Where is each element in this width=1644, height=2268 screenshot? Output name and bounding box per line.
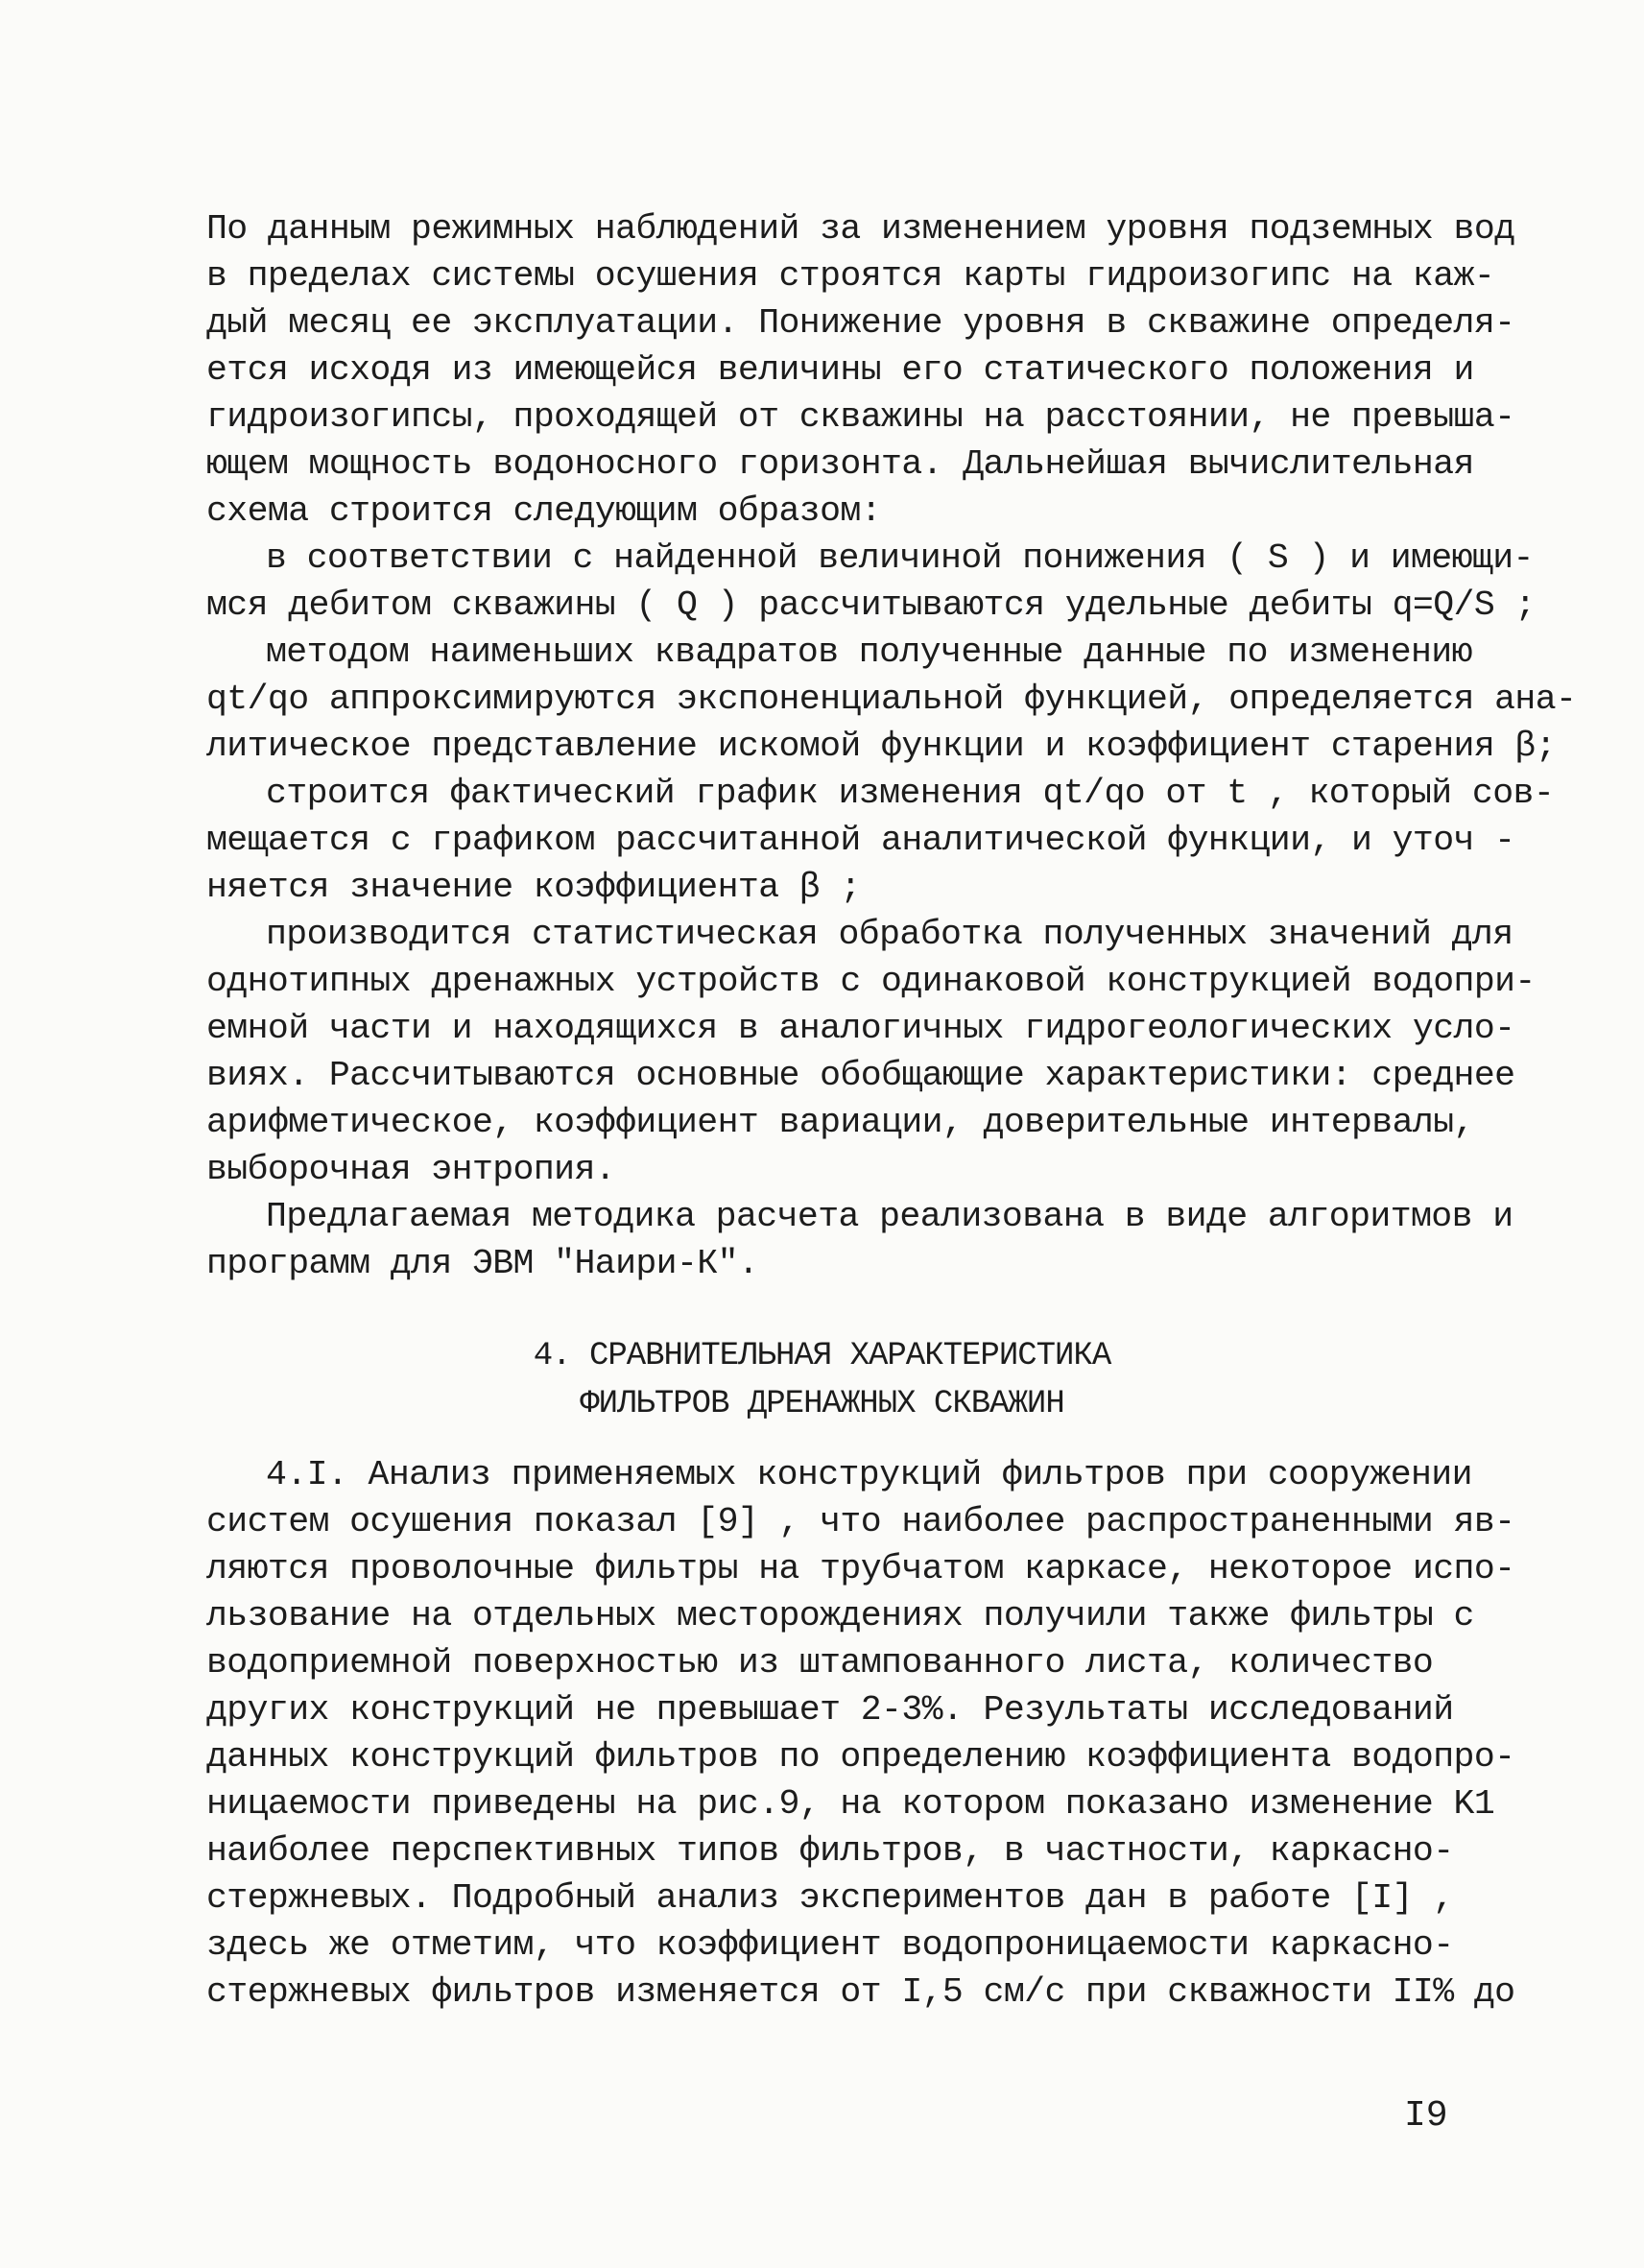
text-line: в пределах системы осушения строятся карты гидроизогипс на каж- (206, 256, 1495, 296)
text-line: льзование на отдельных месторождениях получили также фильтры с (206, 1596, 1474, 1635)
text-line: водоприемной поверхностью из штампованного листа, количество (206, 1643, 1434, 1683)
text-line: Предлагаемая методика расчета реализована в виде алгоритмов и (266, 1197, 1513, 1236)
text-line: литическое представление искомой функции и коэффициент старения β; (206, 727, 1557, 766)
text-line: 4.I. Анализ применяемых конструкций фильтров при сооружении (266, 1455, 1472, 1494)
text-line: схема строится следующим образом: (206, 491, 882, 531)
text-block-section1 (206, 205, 1576, 1287)
text-line: производится статистическая обработка полученных значений для (266, 915, 1513, 954)
text-line: По данным режимных наблюдений за изменением уровня подземных вод (206, 209, 1515, 249)
text-line: мещается с графиком рассчитанной аналитической функции, и уточ - (206, 821, 1515, 860)
text-line: ется исходя из имеющейся величины его статического положения и (206, 350, 1474, 390)
text-line: няется значение коэффициента β ; (206, 868, 861, 907)
page-number: I9 (1404, 2095, 1448, 2137)
text-line: мся дебитом скважины ( Q ) рассчитываются удельные дебиты q=Q/S ; (206, 585, 1536, 625)
text-line: выборочная энтропия. (206, 1150, 616, 1189)
heading-line-2: ФИЛЬТРОВ ДРЕНАЖНЫХ СКВАЖИН (580, 1386, 1064, 1422)
paragraph-4-1 (206, 1451, 1514, 2016)
text-line: здесь же отметим, что коэффициент водопроницаемости каркасно- (206, 1925, 1454, 1965)
text-line: виях. Рассчитываются основные обобщающие характеристики: среднее (206, 1056, 1515, 1095)
text-line: qt/qo аппроксимируются экспоненциальной функцией, определяется ана- (206, 680, 1577, 719)
text-line: данных конструкций фильтров по определению коэффициента водопро- (206, 1737, 1515, 1777)
text-line: наиболее перспективных типов фильтров, в частности, каркасно- (206, 1831, 1454, 1871)
text-line: однотипных дренажных устройств с одинаковой конструкцией водопри- (206, 962, 1536, 1001)
text-line: стержневых. Подробный анализ экспериментов дан в работе [I] , (206, 1878, 1454, 1918)
text-line: других конструкций не превышает 2-3%. Результаты исследований (206, 1690, 1454, 1730)
section-heading (0, 1332, 1644, 1428)
text-line: в соответствии с найденной величиной понижения ( S ) и имеющи- (266, 538, 1534, 578)
text-line: методом наименьших квадратов полученные данные по изменению (266, 633, 1472, 672)
text-line: ницаемости приведены на рис.9, на котором показано изменение K1 (206, 1784, 1495, 1824)
text-line: программ для ЭВМ "Наири-К". (206, 1244, 759, 1283)
text-line: емной части и находящихся в аналогичных гидрогеологических усло- (206, 1009, 1515, 1048)
text-line: систем осушения показал [9] , что наиболее распространенными яв- (206, 1502, 1515, 1541)
paragraph-6 (206, 1193, 1576, 1287)
paragraph-4 (206, 770, 1576, 911)
heading-line-1: 4. СРАВНИТЕЛЬНАЯ ХАРАКТЕРИСТИКА (533, 1338, 1111, 1374)
text-line: стержневых фильтров изменяется от I,5 см/с при скважности II% до (206, 1972, 1515, 2012)
text-line: строится фактический график изменения qt/qo от t , который сов- (266, 774, 1555, 813)
paragraph-2 (206, 535, 1576, 629)
text-line: ляются проволочные фильтры на трубчатом каркасе, некоторое испо- (206, 1549, 1515, 1588)
text-line: гидроизогипсы, проходящей от скважины на расстоянии, не превыша- (206, 397, 1515, 437)
paragraph-3 (206, 629, 1576, 770)
text-line: арифметическое, коэффициент вариации, доверительные интервалы, (206, 1103, 1474, 1142)
text-line: дый месяц ее эксплуатации. Понижение уровня в скважине определя- (206, 303, 1515, 343)
paragraph-1 (206, 205, 1576, 535)
text-block-section4 (206, 1451, 1514, 2016)
text-line: ющем мощность водоносного горизонта. Дальнейшая вычислительная (206, 444, 1474, 484)
paragraph-5 (206, 911, 1576, 1193)
